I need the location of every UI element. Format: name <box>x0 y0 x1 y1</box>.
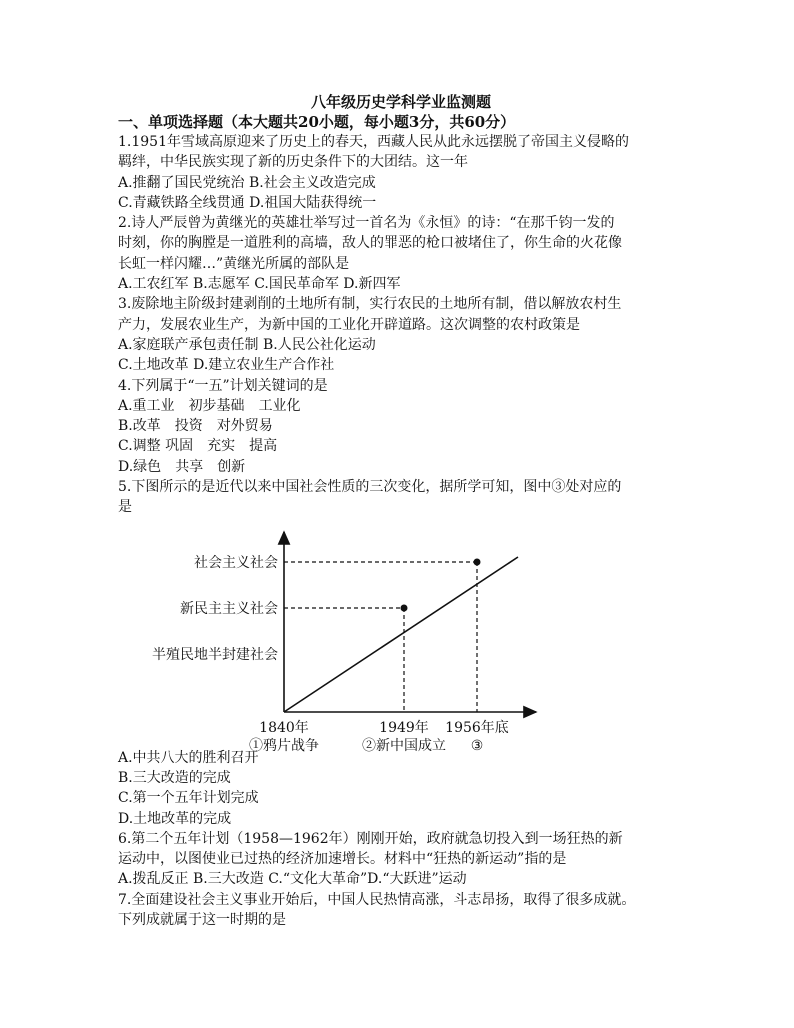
option-line: C.青藏铁路全线贯通 D.祖国大陆获得统一 <box>118 194 377 211</box>
x-tick-label: 1840年 <box>259 719 309 736</box>
option-line: C.第一个五年计划完成 <box>118 790 259 807</box>
option-part: 充实 <box>207 438 236 455</box>
question-stem-line: 是 <box>118 499 132 516</box>
y-category-label: 新民主主义社会 <box>180 600 278 617</box>
question-3 <box>118 294 684 375</box>
option-line: D.土地改革的完成 <box>118 810 232 827</box>
trend-line <box>284 557 518 712</box>
society-change-chart <box>118 524 558 754</box>
exam-title: 八年级历史学科学业监测题 <box>310 93 491 111</box>
option-part: A.重工业 <box>118 397 175 414</box>
option-line <box>118 416 684 436</box>
y-category-label: 社会主义社会 <box>194 554 278 571</box>
question-stem-line: 时刻，你的胸膛是一道胜利的高墙，敌人的罪恶的枪口被堵住了，你生命的火花像 <box>118 235 622 252</box>
x-event-label: ②新中国成立 <box>362 737 446 754</box>
option-part: 提高 <box>249 438 278 455</box>
option-line: B.三大改造的完成 <box>118 769 231 786</box>
question-stem-line: 3.废除地主阶级封建剥削的土地所有制，实行农民的土地所有制，借以解放农村生 <box>118 296 622 313</box>
question-stem-line: 羁绊，中华民族实现了新的历史条件下的大团结。这一年 <box>118 154 468 171</box>
question-stem-line: 7.全面建设社会主义事业开始后，中国人民热情高涨，斗志昂扬，取得了很多成就。 <box>118 891 636 908</box>
option-part: 初步基础 <box>188 397 245 414</box>
question-stem-line: 5.下图所示的是近代以来中国社会性质的三次变化，据所学可知，图中③处对应的 <box>118 479 622 496</box>
question-stem-line: 运动中，以图使业已过热的经济加速增长。材料中“狂热的新运动”指的是 <box>118 851 567 868</box>
exam-page <box>118 92 684 930</box>
option-line: A.拨乱反正 B.三大改造 C.“文化大革命”D.“大跃进”运动 <box>118 871 467 888</box>
question-stem-line: 长虹一样闪耀…”黄继光所属的部队是 <box>118 255 350 272</box>
question-stem-line: 6.第二个五年计划（1958—1962年）刚刚开始，政府就急切投入到一场狂热的新 <box>118 830 623 847</box>
option-line: A.家庭联产承包责任制 B.人民公社化运动 <box>118 336 376 353</box>
y-category-label: 半殖民地半封建社会 <box>152 646 278 663</box>
question-stem-line: 下列成就属于这一时期的是 <box>118 912 286 929</box>
question-6 <box>118 829 684 890</box>
option-part: 对外贸易 <box>216 418 273 435</box>
option-line: A.推翻了国民党统治 B.社会主义改造完成 <box>118 174 376 191</box>
option-part: 共享 <box>175 458 204 475</box>
question-5 <box>118 477 684 829</box>
option-part: 投资 <box>174 418 203 435</box>
question-2 <box>118 213 684 294</box>
option-line <box>118 436 684 456</box>
option-line <box>118 457 684 477</box>
option-line: A.工农红军 B.志愿军 C.国民革命军 D.新四军 <box>118 276 401 293</box>
option-part: C.调整 巩固 <box>118 438 194 455</box>
option-part: B.改革 <box>118 418 161 435</box>
question-7 <box>118 890 684 931</box>
option-part: 创新 <box>217 458 246 475</box>
option-part: D.绿色 <box>118 458 162 475</box>
x-event-label: ①鸦片战争 <box>249 737 319 754</box>
question-4 <box>118 376 684 477</box>
x-tick-label: 1956年底 <box>445 719 509 736</box>
option-line: A.中共八大的胜利召开 <box>118 749 259 766</box>
data-point <box>474 558 481 565</box>
option-line <box>118 396 684 416</box>
question-stem-line: 1.1951年雪域高原迎来了历史上的春天，西藏人民从此永远摆脱了帝国主义侵略的 <box>118 134 629 150</box>
x-event-label: ③ <box>470 737 484 754</box>
question-stem-line: 产力，发展农业生产，为新中国的工业化开辟道路。这次调整的农村政策是 <box>118 316 580 333</box>
question-stem-line: 2.诗人严辰曾为黄继光的英雄壮举写过一首名为《永恒》的诗：“在那千钧一发的 <box>118 215 615 232</box>
option-line: C.土地改革 D.建立农业生产合作社 <box>118 357 335 374</box>
section-heading: 一、单项选择题（本大题共20小题，每小题3分，共60分） <box>118 113 516 131</box>
x-tick-label: 1949年 <box>379 719 429 736</box>
data-point <box>401 604 408 611</box>
question-1 <box>118 132 684 213</box>
question-stem-line: 4.下列属于“一五”计划关键词的是 <box>118 377 328 394</box>
option-part: 工业化 <box>258 397 301 414</box>
